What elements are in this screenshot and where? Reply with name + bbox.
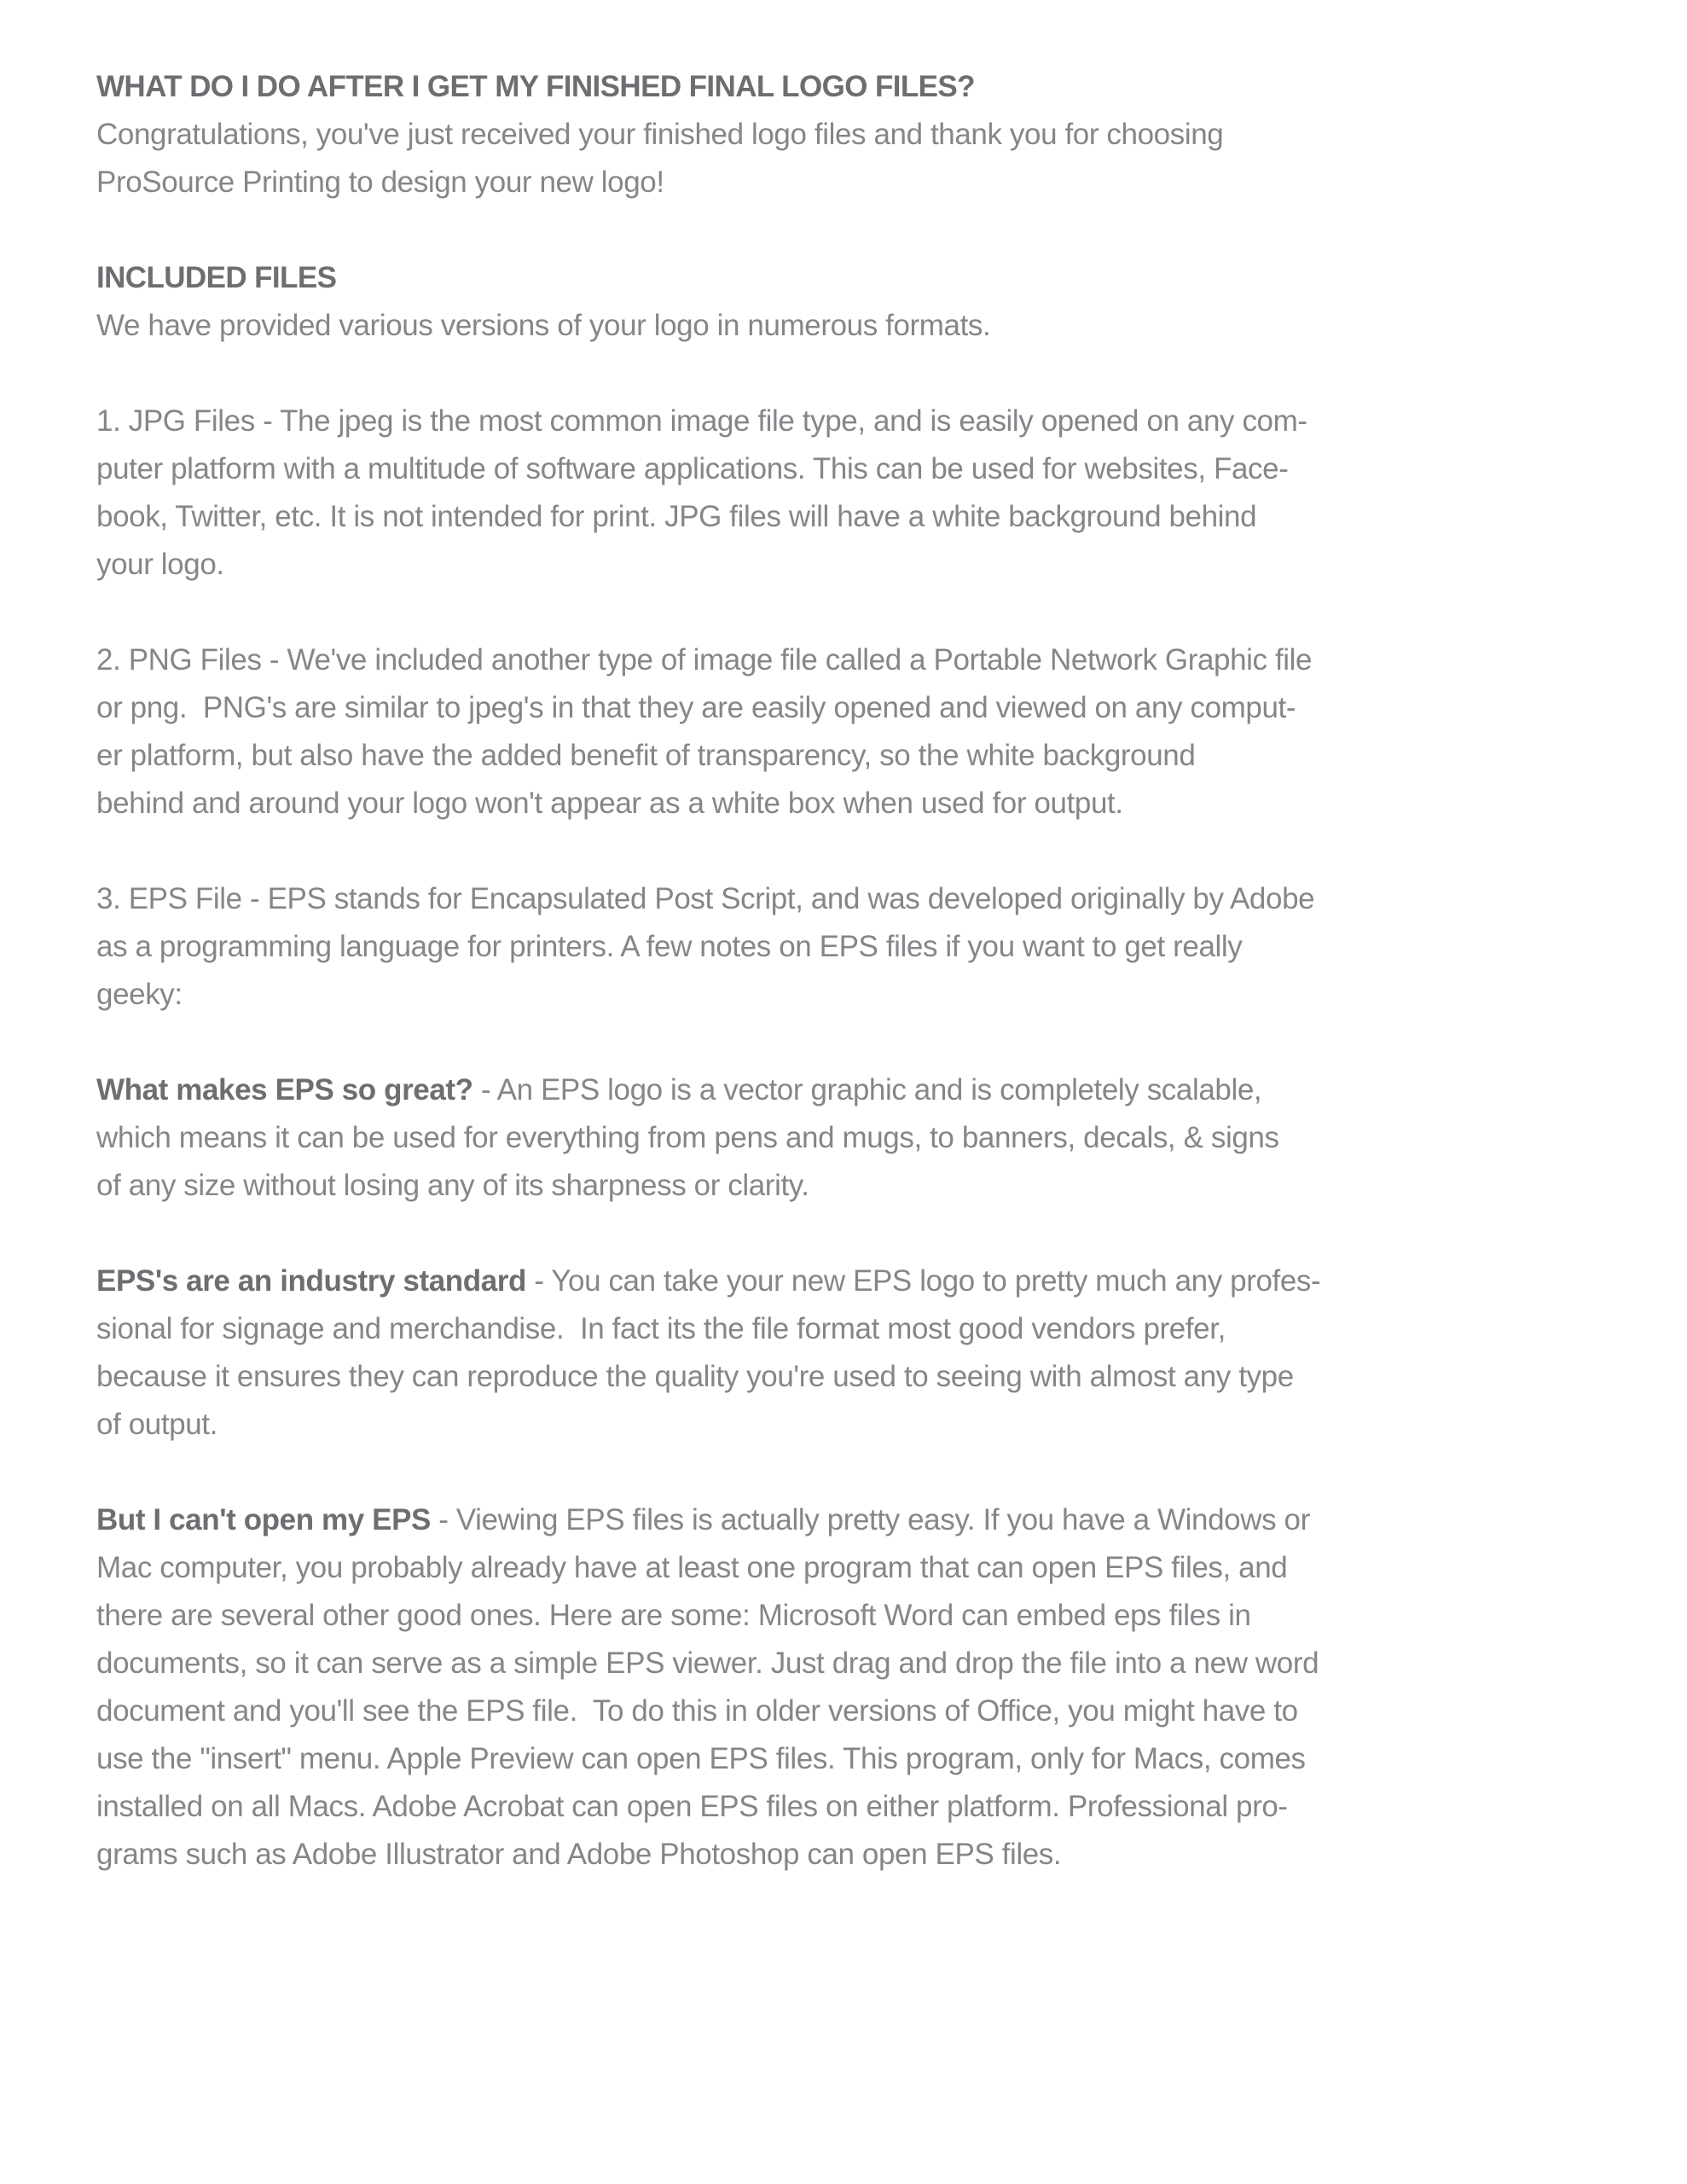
- text-line: geeky:: [96, 978, 183, 1011]
- text-line: of any size without losing any of its sharpness or clarity.: [96, 1169, 809, 1202]
- text-line: WHAT DO I DO AFTER I GET MY FINISHED FINAL LOGO FILES?: [96, 70, 975, 103]
- main-title: [96, 63, 1568, 111]
- text-line: document and you'll see the EPS file. To do this in older versions of Office, you might have to: [96, 1694, 1298, 1728]
- text-line: er platform, but also have the added benefit of transparency, so the white background: [96, 739, 1196, 772]
- bold-lead-text: But I can't open my EPS: [96, 1503, 431, 1536]
- intro-paragraph: [96, 111, 1568, 206]
- text-line: 1. JPG Files - The jpeg is the most common image file type, and is easily opened on any com-: [96, 404, 1307, 438]
- text-line: as a programming language for printers. A few notes on EPS files if you want to get really: [96, 930, 1243, 963]
- eps-open-paragraph: [96, 1496, 1568, 1879]
- text-line: or png. PNG's are similar to jpeg's in that they are easily opened and viewed on any comput-: [96, 691, 1296, 724]
- included-files-paragraph: [96, 302, 1568, 350]
- text-line: puter platform with a multitude of software applications. This can be used for websites, Face-: [96, 452, 1289, 485]
- text-line: 2. PNG Files - We've included another type of image file called a Portable Network Graphic file: [96, 643, 1313, 677]
- text-line: which means it can be used for everything from pens and mugs, to banners, decals, & signs: [96, 1121, 1279, 1154]
- bold-lead-text: EPS's are an industry standard: [96, 1264, 526, 1298]
- text-line: use the "insert" menu. Apple Preview can open EPS files. This program, only for Macs, comes: [96, 1742, 1306, 1775]
- included-files-heading: [96, 254, 1568, 302]
- text-line: [96, 1066, 1568, 1114]
- text-line: installed on all Macs. Adobe Acrobat can open EPS files on either platform. Professional pro-: [96, 1790, 1288, 1823]
- text-line: documents, so it can serve as a simple EPS viewer. Just drag and drop the file into a new word: [96, 1647, 1319, 1680]
- text-line: 3. EPS File - EPS stands for Encapsulated Post Script, and was developed originally by Adobe: [96, 882, 1315, 915]
- jpg-files-paragraph: [96, 398, 1568, 589]
- text-line: Congratulations, you've just received your finished logo files and thank you for choosing: [96, 118, 1224, 151]
- text-line: INCLUDED FILES: [96, 261, 337, 294]
- text-line: sional for signage and merchandise. In fact its the file format most good vendors prefer,: [96, 1312, 1226, 1345]
- eps-great-paragraph: [96, 1066, 1568, 1210]
- png-files-paragraph: [96, 636, 1568, 828]
- text-line: We have provided various versions of your logo in numerous formats.: [96, 309, 991, 342]
- text-line: grams such as Adobe Illustrator and Adobe Photoshop can open EPS files.: [96, 1838, 1062, 1871]
- bold-lead-text: What makes EPS so great?: [96, 1073, 473, 1107]
- text-line: because it ensures they can reproduce the quality you're used to seeing with almost any type: [96, 1360, 1294, 1393]
- text-line: behind and around your logo won't appear as a white box when used for output.: [96, 787, 1123, 820]
- eps-standard-paragraph: [96, 1258, 1568, 1449]
- text-line: your logo.: [96, 548, 224, 581]
- lead-rest-text: - You can take your new EPS logo to pretty much any profes-: [526, 1264, 1321, 1298]
- text-line: there are several other good ones. Here are some: Microsoft Word can embed eps files in: [96, 1599, 1251, 1632]
- text-line: book, Twitter, etc. It is not intended for print. JPG files will have a white background behind: [96, 500, 1257, 533]
- text-line: ProSource Printing to design your new logo!: [96, 166, 664, 199]
- lead-rest-text: - An EPS logo is a vector graphic and is completely scalable,: [472, 1073, 1262, 1107]
- lead-rest-text: - Viewing EPS files is actually pretty easy. If you have a Windows or: [430, 1503, 1310, 1536]
- text-line: [96, 1496, 1568, 1544]
- text-line: of output.: [96, 1408, 217, 1441]
- text-line: [96, 1258, 1568, 1305]
- eps-file-paragraph: [96, 875, 1568, 1019]
- text-line: Mac computer, you probably already have at least one program that can open EPS files, and: [96, 1551, 1288, 1584]
